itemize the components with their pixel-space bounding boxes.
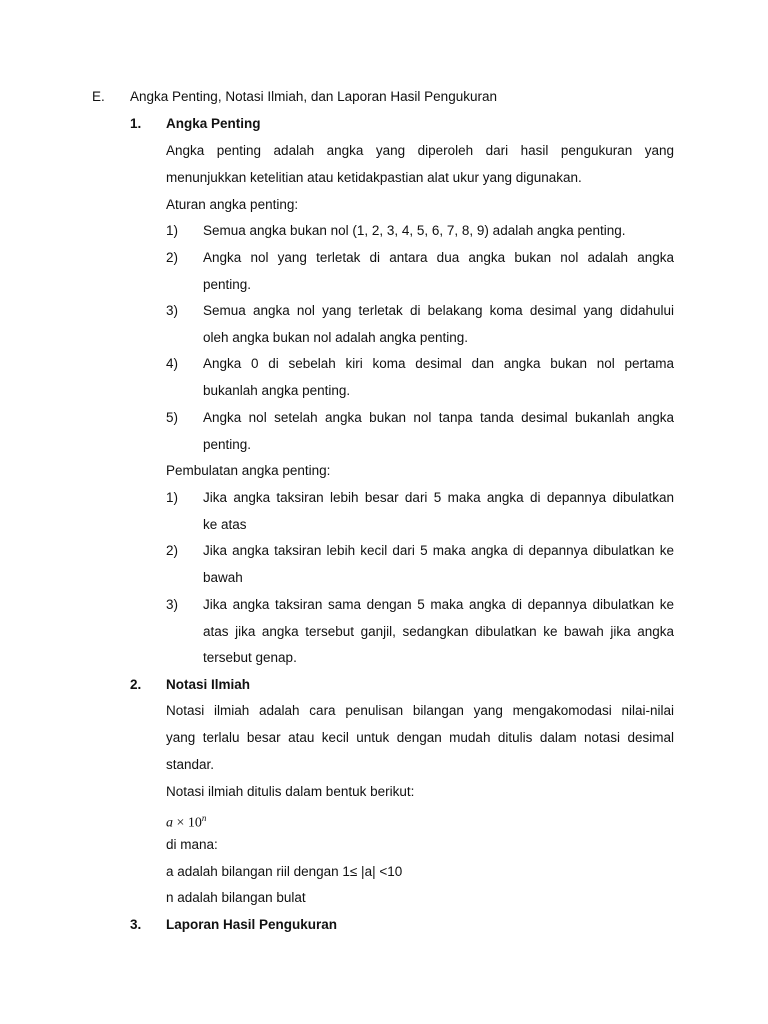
section-letter: E. [92,89,105,104]
formula-a: a [166,815,173,831]
where-label: di mana: [166,837,218,852]
rounding-3-text: Jika angka taksiran sama dengan 5 maka angka di depannya dibulatkan ke [203,597,674,612]
rule-3-text-cont: oleh angka bukan nol adalah angka penting. [203,330,468,345]
condition-a: a adalah bilangan riil dengan 1≤ |a| <10 [166,864,403,879]
sub1-title: Angka Penting [166,116,261,131]
rounding-3-number: 3) [166,597,179,612]
formula-base: 10 [187,815,202,831]
rule-4-text: Angka 0 di sebelah kiri koma desimal dan angka bukan nol pertama [203,356,674,371]
sub1-definition-line2: menunjukkan ketelitian atau ketidakpastian alat ukur yang digunakan. [166,170,582,185]
rounding-2-text-cont: bawah [203,570,243,585]
sub3-title: Laporan Hasil Pengukuran [166,917,338,932]
rule-4-number: 4) [166,356,179,371]
rule-3-number: 3) [166,303,179,318]
sub3-number: 3. [130,917,142,932]
rule-5-text-cont: penting. [203,437,252,452]
scientific-notation-formula [166,810,206,832]
rounding-1-text: Jika angka taksiran lebih besar dari 5 maka angka di depannya dibulatkan [203,490,674,505]
sub2-definition-line2: yang terlalu besar atau kecil untuk dengan mudah ditulis dalam notasi desimal [166,730,674,745]
rounding-2-text: Jika angka taksiran lebih kecil dari 5 maka angka di depannya dibulatkan ke [203,543,674,558]
rule-3-text: Semua angka nol yang terletak di belakang koma desimal yang didahului [203,303,674,318]
rounding-3-text-cont: atas jika angka tersebut ganjil, sedangkan dibulatkan ke bawah jika angka [203,624,674,639]
sub2-title: Notasi Ilmiah [166,677,251,692]
rule-2-text-cont: penting. [203,277,252,292]
rule-5-text: Angka nol setelah angka bukan nol tanpa tanda desimal bukanlah angka [203,410,674,425]
rule-1-number: 1) [166,223,179,238]
sub2-definition-line3: standar. [166,757,215,772]
rule-2-number: 2) [166,250,179,265]
rounding-1-text-cont: ke atas [203,517,247,532]
rule-4-text-cont: bukanlah angka penting. [203,383,351,398]
rounding-2-number: 2) [166,543,179,558]
section-title: Angka Penting, Notasi Ilmiah, dan Laporan Hasil Pengukuran [130,89,497,104]
condition-n: n adalah bilangan bulat [166,890,306,905]
sub1-number: 1. [130,116,142,131]
sub1-definition-line1: Angka penting adalah angka yang diperoleh dari hasil pengukuran yang [166,143,674,158]
rule-2-text: Angka nol yang terletak di antara dua angka bukan nol adalah angka [203,250,674,265]
rounding-3-text-end: tersebut genap. [203,650,297,665]
rounding-heading: Pembulatan angka penting: [166,463,331,478]
rule-5-number: 5) [166,410,179,425]
rules-heading: Aturan angka penting: [166,197,299,212]
formula-exponent: n [201,813,207,823]
sub2-definition-line1: Notasi ilmiah adalah cara penulisan bilangan yang mengakomodasi nilai-nilai [166,703,674,718]
rounding-1-number: 1) [166,490,179,505]
sub2-number: 2. [130,677,142,692]
formula-times: × [176,815,185,831]
formula-intro: Notasi ilmiah ditulis dalam bentuk berikut: [166,784,415,799]
rule-1-text: Semua angka bukan nol (1, 2, 3, 4, 5, 6, 7, 8, 9) adalah angka penting. [203,223,626,238]
